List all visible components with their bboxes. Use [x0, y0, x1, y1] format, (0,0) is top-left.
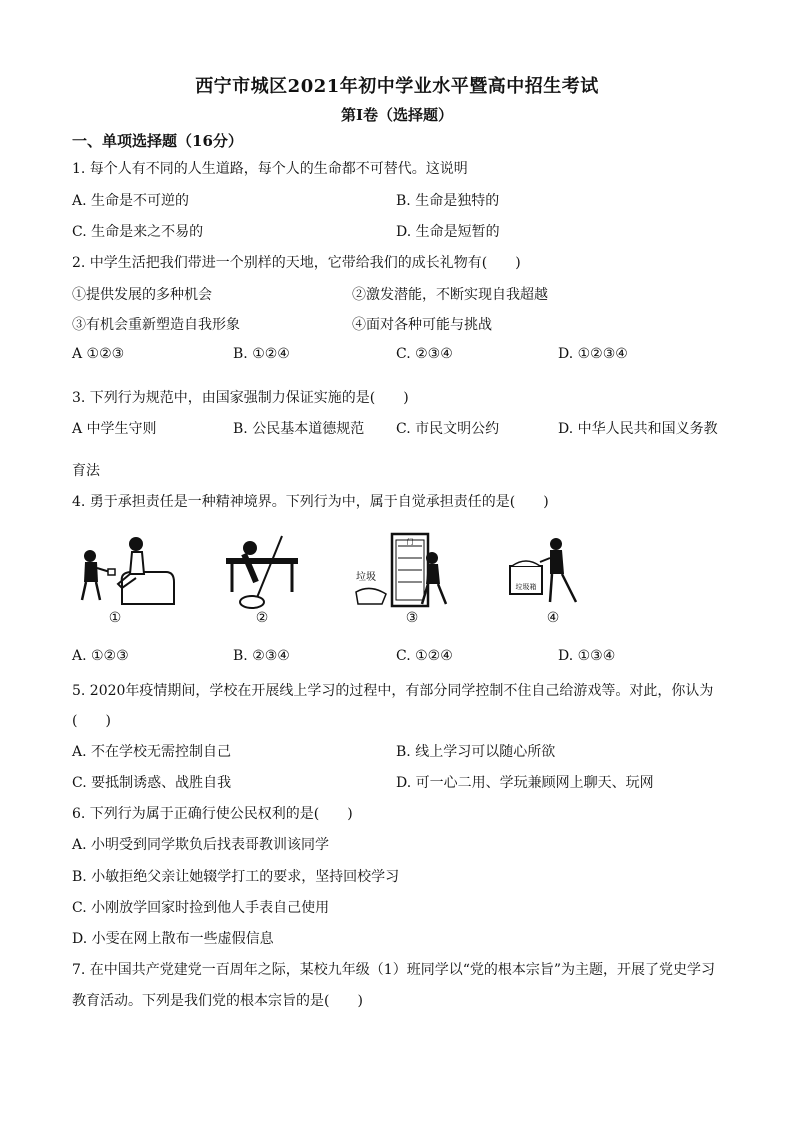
q4-picture-label-1: ①: [108, 610, 122, 626]
q6-stem: 6. 下列行为属于正确行使公民权利的是( ): [72, 806, 353, 822]
q5-option-c: C. 要抵制诱惑、战胜自我: [72, 775, 232, 791]
q3-stem: 3. 下列行为规范中，由国家强制力保证实施的是( ): [72, 390, 409, 406]
q3-option-b: B. 公民基本道德规范: [233, 421, 365, 437]
page-title: 西宁市城区2021年初中学业水平暨高中招生考试: [195, 76, 599, 97]
q4-picture-label-4: ④: [546, 610, 560, 626]
q5-option-a: A. 不在学校无需控制自己: [72, 744, 232, 760]
q6-option-a: A. 小明受到同学欺负后找表哥教训该同学: [72, 837, 330, 853]
q5-option-b: B. 线上学习可以随心所欲: [396, 744, 556, 760]
section-heading: 一、单项选择题（16分）: [72, 132, 243, 150]
q5-option-d: D. 可一心二用、学玩兼顾网上聊天、玩网: [396, 775, 654, 791]
q3-option-c: C. 市民文明公约: [396, 421, 500, 437]
q4-stem: 4. 勇于承担责任是一种精神境界。下列行为中，属于自觉承担责任的是( ): [72, 494, 549, 510]
q2-option-a: A ①②③: [72, 346, 125, 362]
bin-label-text: 垃圾箱: [515, 583, 537, 591]
q1-option-a: A. 生命是不可逆的: [72, 193, 190, 209]
q2-statement-2: ②激发潜能，不断实现自我超越: [352, 287, 548, 303]
q1-option-b: B. 生命是独特的: [396, 193, 500, 209]
q4-option-a: A. ①②③: [72, 648, 129, 664]
q2-option-c: C. ②③④: [396, 346, 453, 362]
q5-stem-continued: ( ): [72, 713, 111, 729]
q4-picture-3: [352, 532, 452, 610]
q4-picture-label-3: ③: [405, 610, 419, 626]
q4-picture-2: [222, 532, 302, 610]
q2-stem: 2. 中学生活把我们带进一个别样的天地，它带给我们的成长礼物有( ): [72, 255, 521, 271]
q2-statement-3: ③有机会重新塑造自我形象: [72, 317, 240, 333]
q4-option-d: D. ①③④: [558, 648, 616, 664]
q5-stem: 5. 2020年疫情期间，学校在开展线上学习的过程中，有部分同学控制不住自己给游戏等。对此，你认为: [72, 683, 714, 699]
door-sign-text: 门: [406, 538, 414, 546]
q2-option-d: D. ①②③④: [558, 346, 628, 362]
q4-picture-label-2: ②: [255, 610, 269, 626]
q4-option-c: C. ①②④: [396, 648, 453, 664]
q2-option-b: B. ①②④: [233, 346, 290, 362]
q6-option-b: B. 小敏拒绝父亲让她辍学打工的要求，坚持回校学习: [72, 869, 400, 885]
page-subtitle: 第Ⅰ卷（选择题）: [340, 106, 454, 124]
q2-statement-4: ④面对各种可能与挑战: [352, 317, 492, 333]
q6-option-c: C. 小刚放学回家时捡到他人手表自己使用: [72, 900, 330, 916]
q1-option-c: C. 生命是来之不易的: [72, 224, 204, 240]
trash-label-text: 垃圾: [356, 572, 376, 583]
q4-option-b: B. ②③④: [233, 648, 290, 664]
q3-option-d-continued: 育法: [72, 463, 100, 479]
q3-option-a: A 中学生守则: [72, 421, 157, 437]
q2-statement-1: ①提供发展的多种机会: [72, 287, 212, 303]
q1-option-d: D. 生命是短暂的: [396, 224, 500, 240]
q4-picture-1: [70, 532, 180, 610]
q7-stem-continued: 教育活动。下列是我们党的根本宗旨的是( ): [72, 993, 363, 1009]
q3-option-d: D. 中华人民共和国义务教: [558, 421, 718, 437]
q6-option-d: D. 小雯在网上散布一些虚假信息: [72, 931, 274, 947]
q7-stem: 7. 在中国共产党建党一百周年之际，某校九年级（1）班同学以“党的根本宗旨”为主题，开展了党史学习: [72, 962, 716, 978]
q1-stem: 1. 每个人有不同的人生道路，每个人的生命都不可替代。这说明: [72, 161, 468, 177]
q4-picture-4: [506, 532, 596, 610]
